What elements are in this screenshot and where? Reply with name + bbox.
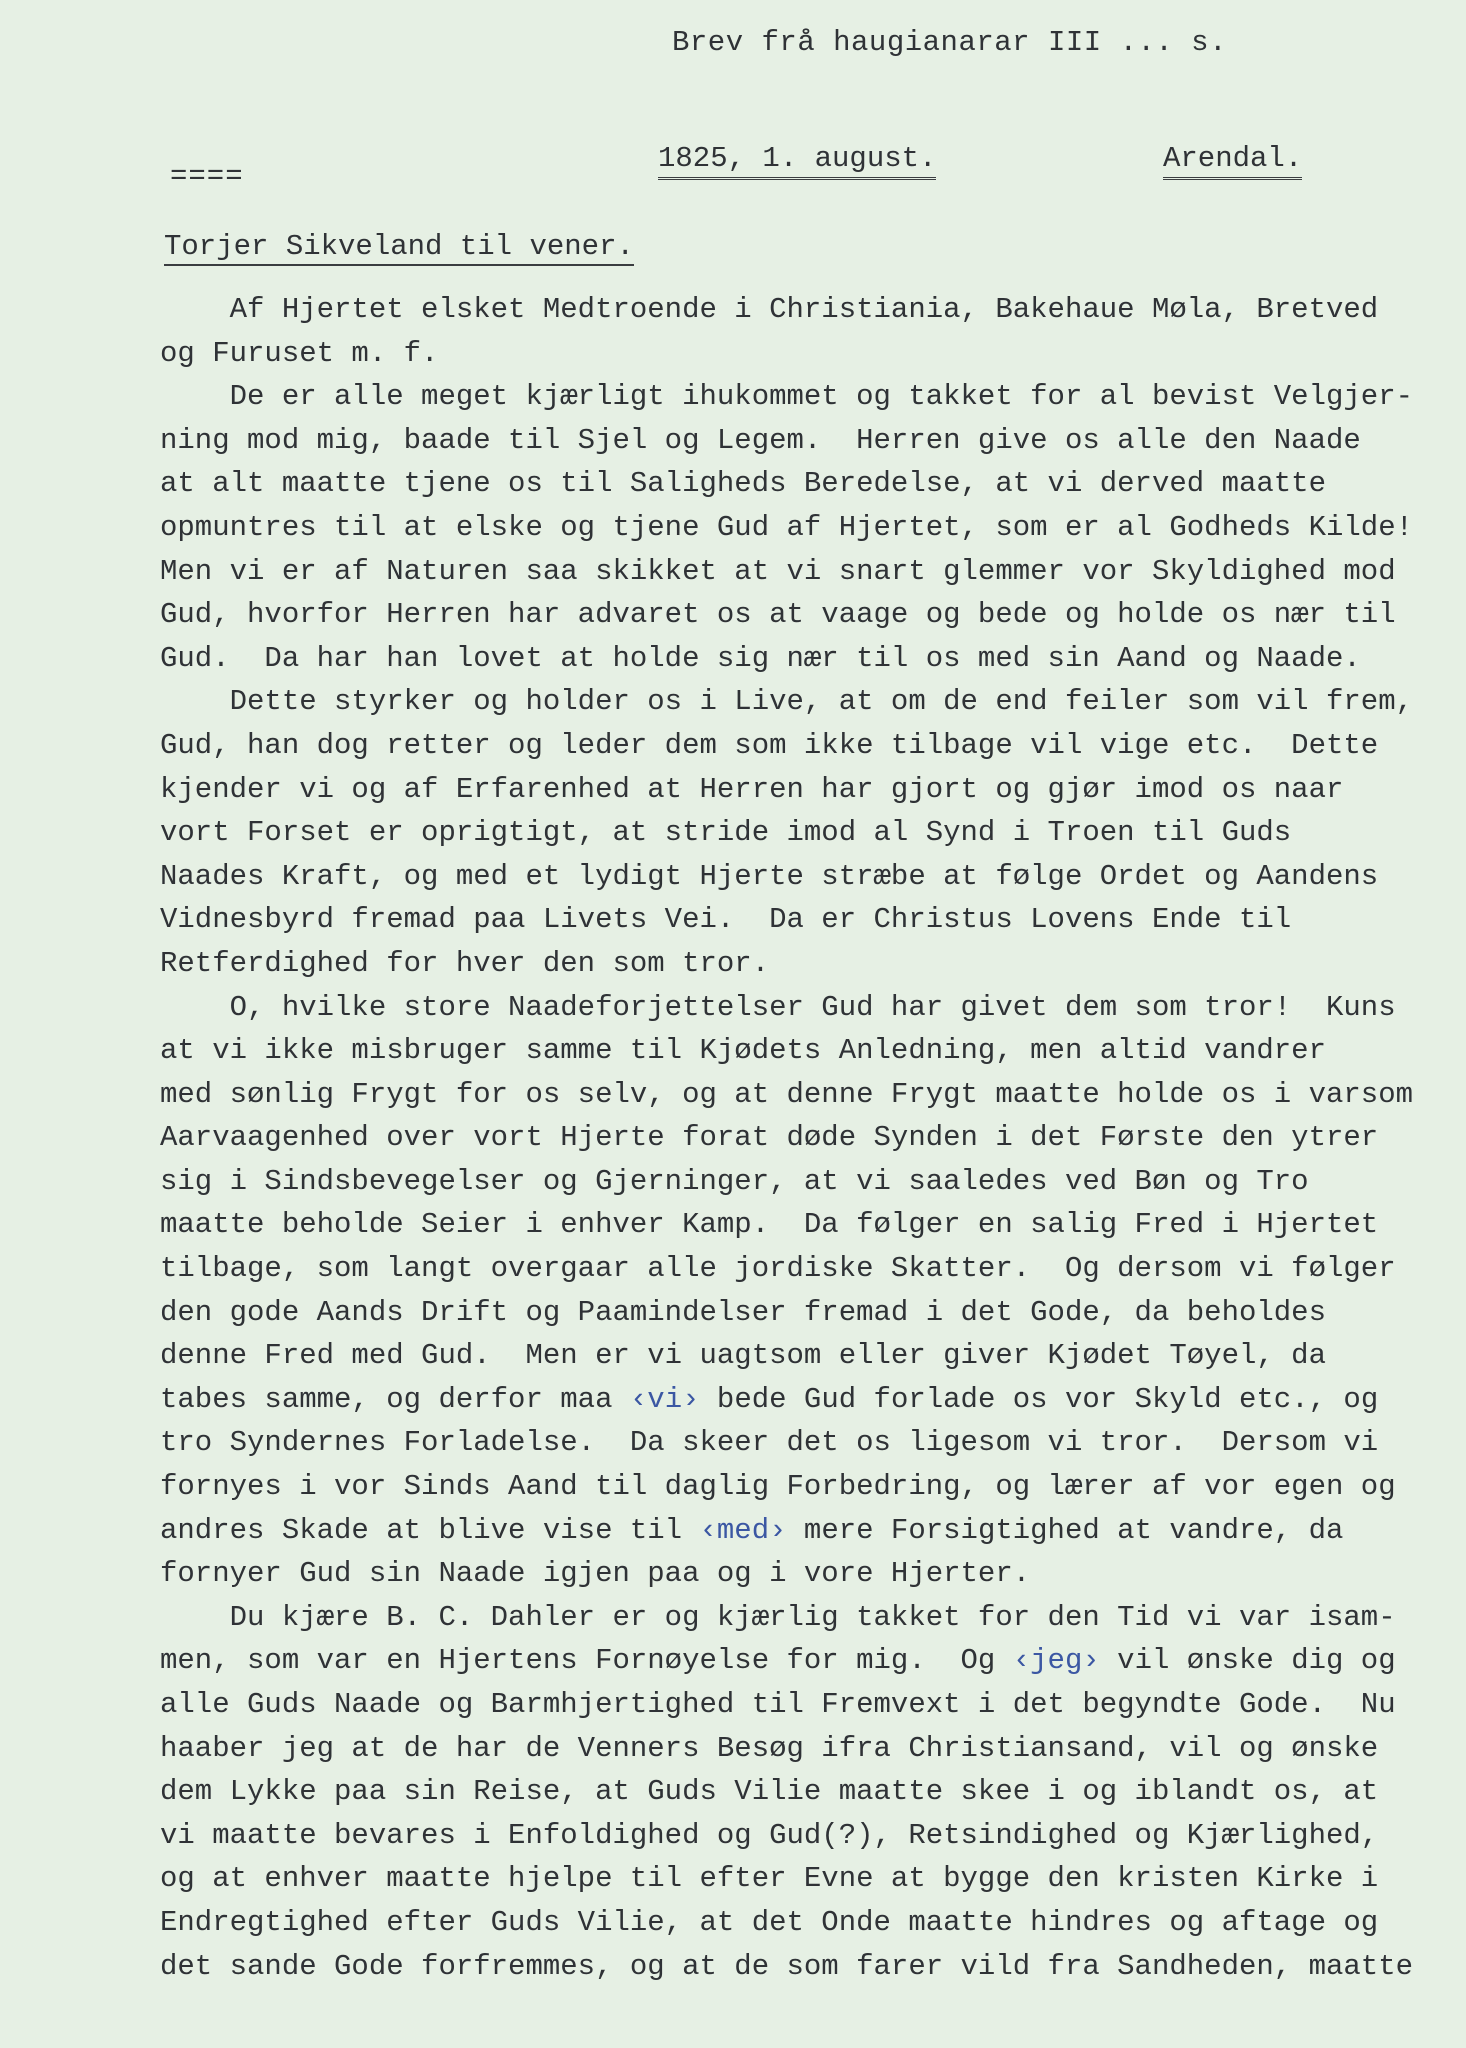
text-line: alle Guds Naade og Barmhjertighed til Fremvext i det begyndte Gode. Nu xyxy=(160,1688,1396,1721)
handwritten-insertion: ‹jeg› xyxy=(1012,1644,1100,1678)
text-line: Gud, han dog retter og leder dem som ikke tilbage vil vige etc. Dette xyxy=(160,728,1379,762)
text-line: Af Hjertet elsket Medtroende i Christiania, Bakehaue Møla, Bretved xyxy=(160,293,1379,326)
text-line: at alt maatte tjene os til Saligheds Beredelse, at vi derved maatte xyxy=(160,467,1326,501)
text-line: O, hvilke store Naadeforjettelser Gud har givet dem som tror! Kuns xyxy=(160,990,1396,1024)
text-line: andres Skade at blive vise til ‹med› mere Forsigtighed at vandre, da xyxy=(160,1513,1344,1547)
text-line: med sønlig Frygt for os selv, og at denne Frygt maatte holde os i varsom xyxy=(160,1077,1414,1111)
text-line: Aarvaagenhed over vort Hjerte forat døde Synden i det Første den ytrer xyxy=(160,1121,1379,1155)
text-line: Vidnesbyrd fremad paa Livets Vei. Da er Christus Lovens Ende til xyxy=(160,903,1292,937)
text-line: Du kjære B. C. Dahler er og kjærlig takket for den Tid vi var isam- xyxy=(160,1600,1396,1634)
text-line: Men vi er af Naturen saa skikket at vi snart glemmer vor Skyldighed mod xyxy=(160,554,1396,588)
separator-marks: ==== xyxy=(170,160,244,193)
handwritten-insertion: ‹med› xyxy=(699,1513,787,1547)
letter-body xyxy=(160,288,1450,1988)
text-line: Gud. Da har han lovet at holde sig nær til os med sin Aand og Naade. xyxy=(160,641,1361,675)
text-line: Gud, hvorfor Herren har advaret os at vaage og bede og holde os nær til xyxy=(160,598,1396,632)
text-line: vort Forset er oprigtigt, at stride imod al Synd i Troen til Guds xyxy=(160,816,1292,850)
text-line: De er alle meget kjærligt ihukommet og takket for al bevist Velgjer- xyxy=(160,380,1414,414)
text-line: fornyer Gud sin Naade igjen paa og i vore Hjerter. xyxy=(160,1557,1031,1591)
text-line: men, som var en Hjertens Fornøyelse for mig. Og ‹jeg› vil ønske dig og xyxy=(160,1644,1396,1678)
text-line: kjender vi og af Erfarenhed at Herren har gjort og gjør imod os naar xyxy=(160,772,1344,806)
text-line: denne Fred med Gud. Men er vi uagtsom eller giver Kjødet Tøyel, da xyxy=(160,1339,1326,1373)
text-line: fornyes i vor Sinds Aand til daglig Forbedring, og lærer af vor egen og xyxy=(160,1470,1396,1504)
letter-title: Torjer Sikveland til vener. xyxy=(164,230,634,266)
text-line: opmuntres til at elske og tjene Gud af Hjertet, som er al Godheds Kilde! xyxy=(160,510,1414,544)
text-line: og Furuset m. f. xyxy=(160,336,439,370)
text-line: sig i Sindsbevegelser og Gjerninger, at vi saaledes ved Bøn og Tro xyxy=(160,1164,1309,1198)
text-line: det sande Gode forfremmes, og at de som farer vild fra Sandheden, maatte xyxy=(160,1949,1414,1983)
letter-place: Arendal. xyxy=(1163,142,1302,180)
handwritten-insertion: ‹vi› xyxy=(629,1382,700,1416)
text-line: maatte beholde Seier i enhver Kamp. Da følger en salig Fred i Hjertet xyxy=(160,1208,1379,1242)
text-line: vi maatte bevares i Enfoldighed og Gud(?), Retsindighed og Kjærlighed, xyxy=(160,1818,1379,1852)
text-line: haaber jeg at de har de Venners Besøg ifra Christiansand, vil og ønske xyxy=(160,1731,1379,1765)
text-line: tilbage, som langt overgaar alle jordiske Skatter. Og dersom vi følger xyxy=(160,1252,1396,1286)
text-line: Dette styrker og holder os i Live, at om de end feiler som vil frem, xyxy=(160,685,1414,719)
text-line: Retferdighed for hver den som tror. xyxy=(160,946,770,980)
text-line: tro Syndernes Forladelse. Da skeer det os ligesom vi tror. Dersom vi xyxy=(160,1426,1379,1460)
text-line: ning mod mig, baade til Sjel og Legem. Herren give os alle den Naade xyxy=(160,423,1361,457)
text-line: og at enhver maatte hjelpe til efter Evne at bygge den kristen Kirke i xyxy=(160,1862,1379,1896)
text-line: Naades Kraft, og med et lydigt Hjerte stræbe at følge Ordet og Aandens xyxy=(160,859,1379,893)
text-line: dem Lykke paa sin Reise, at Guds Vilie maatte skee i og iblandt os, at xyxy=(160,1775,1379,1809)
text-line: den gode Aands Drift og Paamindelser fremad i det Gode, da beholdes xyxy=(160,1295,1326,1329)
letter-date: 1825, 1. august. xyxy=(658,142,936,180)
document-header: Brev frå haugianarar III ... s. xyxy=(672,26,1227,59)
text-line: Endregtighed efter Guds Vilie, at det Onde maatte hindres og aftage og xyxy=(160,1905,1379,1939)
text-line: at vi ikke misbruger samme til Kjødets Anledning, men altid vandrer xyxy=(160,1034,1326,1068)
text-line: tabes samme, og derfor maa ‹vi› bede Gud forlade os vor Skyld etc., og xyxy=(160,1382,1379,1416)
